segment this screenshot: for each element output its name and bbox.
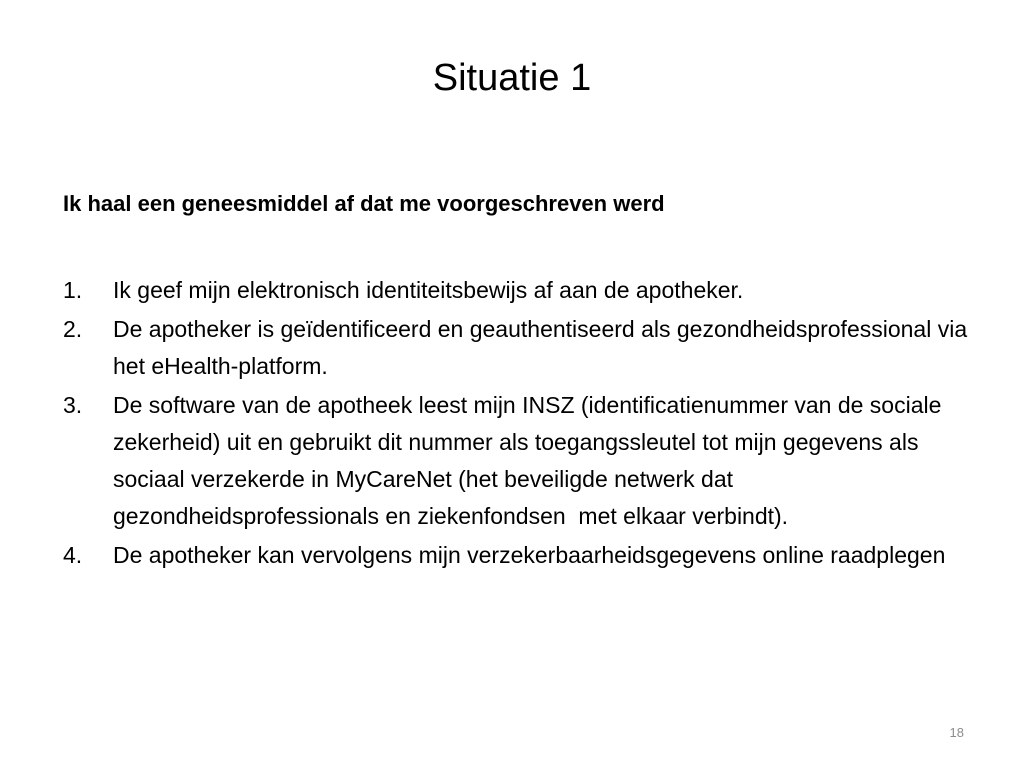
- slide-subtitle: Ik haal een geneesmiddel af dat me voorgeschreven werd: [63, 191, 665, 216]
- step-item-3: [63, 387, 983, 535]
- step-number: 4.: [63, 542, 83, 568]
- step-item-2: [63, 311, 983, 385]
- step-item-1: [63, 272, 983, 309]
- step-number: 1.: [63, 277, 83, 303]
- step-number: 3.: [63, 392, 83, 418]
- step-text: De apotheker is geïdentificeerd en geauthentiseerd als gezondheidsprofessional via het eHealth-platform.: [113, 316, 974, 379]
- step-text: De apotheker kan vervolgens mijn verzekerbaarheidsgegevens online raadplegen: [113, 542, 946, 568]
- step-number: 2.: [63, 316, 83, 342]
- step-text: De software van de apotheek leest mijn INSZ (identificatienummer van de sociale zekerheid) uit en gebruikt dit nummer als toegangssleutel tot mijn gegevens als sociaal verzekerde in MyCareNet (het beveiligde netwerk dat gezondheidsprofessionals en ziekenfondsen met elkaar verbindt).: [113, 392, 948, 529]
- steps-list: [63, 272, 983, 576]
- step-item-4: [63, 537, 983, 574]
- step-text: Ik geef mijn elektronisch identiteitsbewijs af aan de apotheker.: [113, 277, 744, 303]
- slide-title: Situatie 1: [432, 57, 592, 99]
- page-number: 18: [949, 725, 964, 740]
